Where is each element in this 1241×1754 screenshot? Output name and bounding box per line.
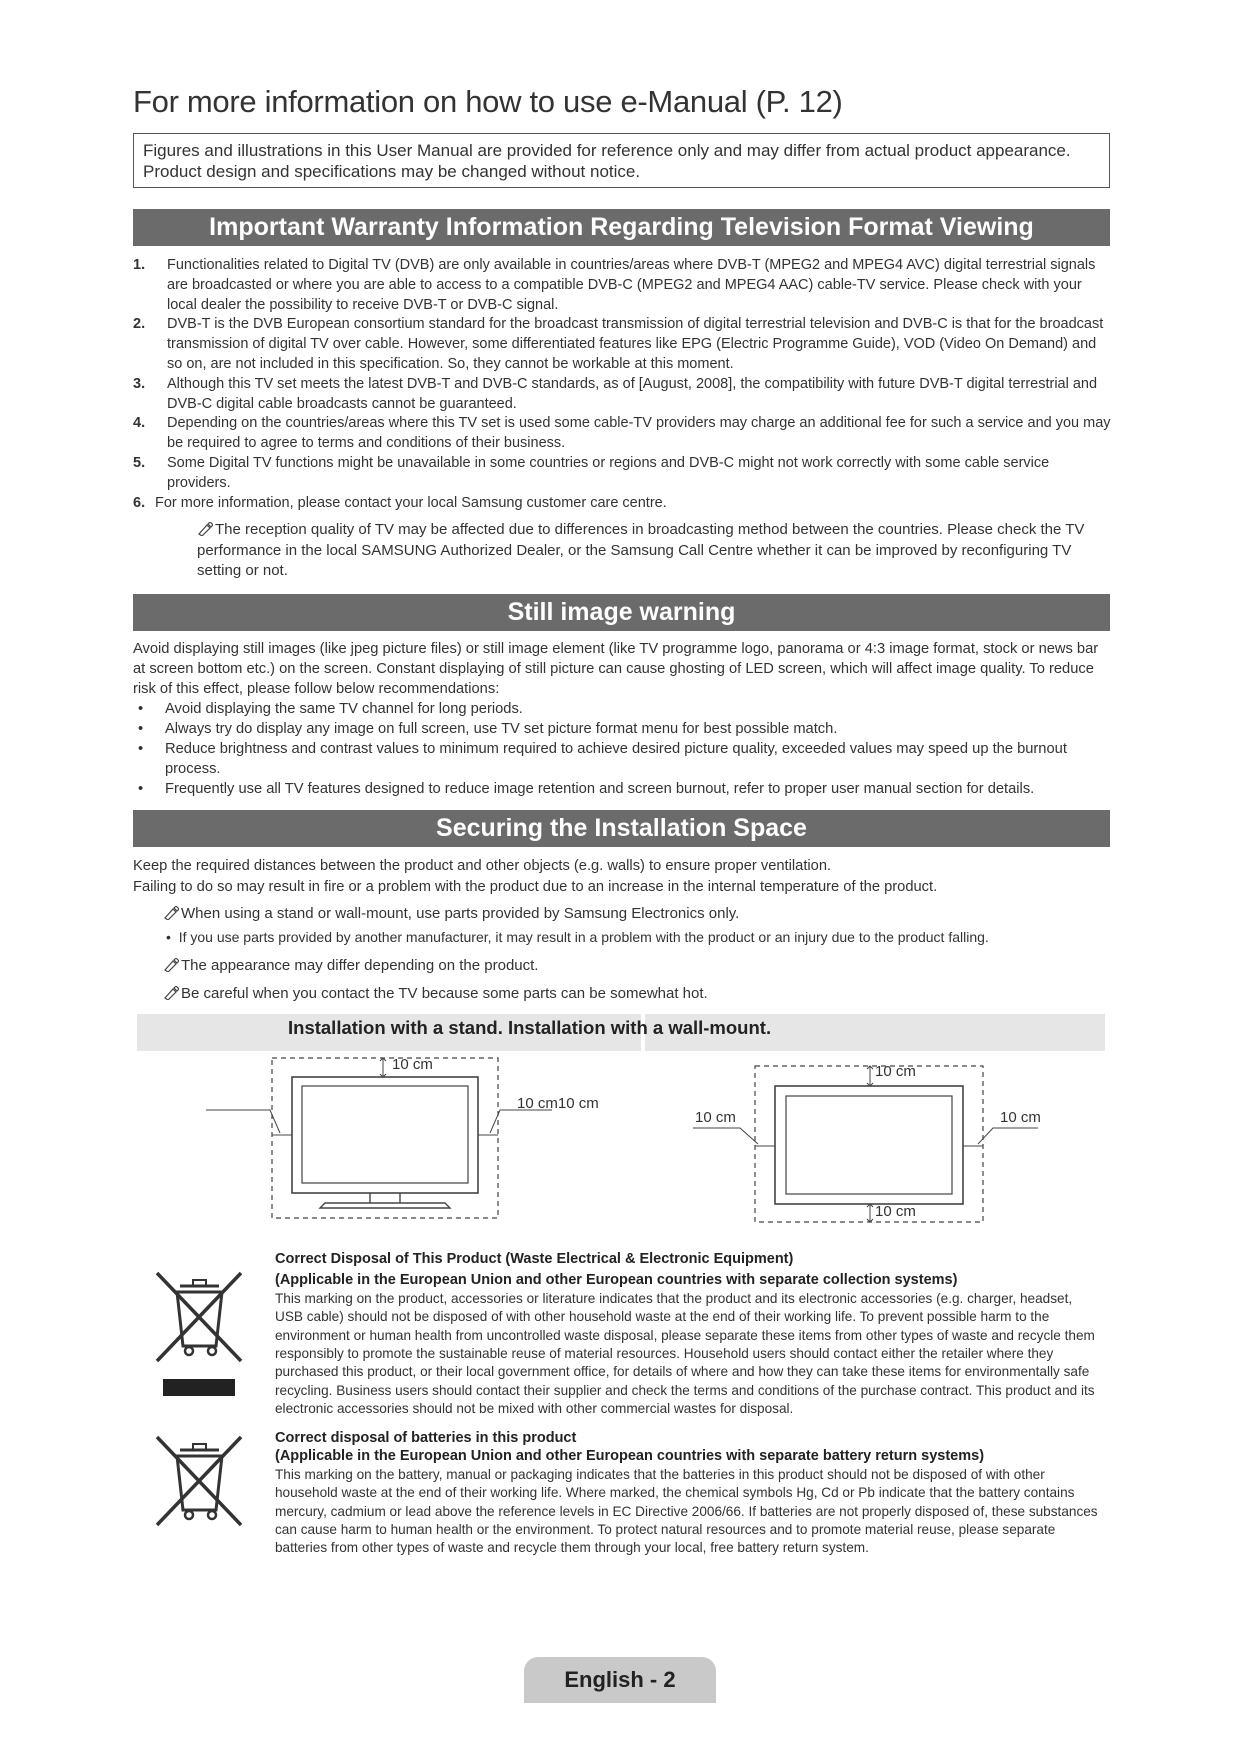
installation-header-title: Installation with a stand. Installation with a wall-mount. [288, 1017, 772, 1038]
item-text: Functionalities related to Digital TV (DVB) are only available in countries/areas where DVB-T (MPEG2 and MPEG4 AVC) digital terrestrial signals are broadcasted or where you are able to access to a compatible DVB-C (MPEG2 and MPEG4 AAC) cable-TV service. Please check with your local dealer the possibility to receive DVB-T or DVB-C signal. [167, 257, 1096, 313]
stand-side-clearance: 10 cm10 cm [517, 1095, 599, 1112]
installation-note [163, 956, 538, 976]
installation-line: Keep the required distances between the product and other objects (e.g. walls) to ensure proper ventilation. [133, 858, 832, 874]
clearance-outline [755, 1066, 983, 1222]
note-icon [163, 958, 179, 972]
still-image-bullets [133, 699, 1110, 799]
weee-crossed-bin-icon [153, 1268, 246, 1402]
bullet-icon: • [166, 929, 179, 945]
battery-subheading: (Applicable in the European Union and other European countries with separate battery return systems) [275, 1448, 985, 1465]
bullet-item [133, 779, 1110, 799]
battery-heading: Correct disposal of batteries in this product [275, 1430, 577, 1446]
bullet-item [133, 699, 1110, 719]
wall-left-clearance: 10 cm [695, 1109, 736, 1126]
list-item [133, 494, 1113, 514]
notice-line: Figures and illustrations in this User Manual are provided for reference only and may differ from actual product appearance. [143, 141, 1071, 160]
item-text: Although this TV set meets the latest DVB-T and DVB-C standards, as of [August, 2008], the compatibility with future DVB-T digital terrestrial and DVB-C digital cable broadcasts cannot be guaranteed. [167, 375, 1098, 412]
note-text: The appearance may differ depending on the product. [181, 957, 539, 974]
page-title: For more information on how to use e-Manual (P. 12) [133, 84, 843, 119]
warranty-list [133, 256, 1113, 513]
bullet-text: Frequently use all TV features designed to reduce image retention and screen burnout, refer to proper user manual section for details. [165, 781, 1035, 797]
item-text: For more information, please contact your local Samsung customer care centre. [155, 494, 667, 511]
stand-installation-diagram [200, 1055, 620, 1225]
reception-note [197, 520, 1092, 582]
bullet-text: Always try do display any image on full screen, use TV set picture format menu for best possible match. [165, 721, 838, 737]
item-text: DVB-T is the DVB European consortium standard for the broadcast transmission of digital terrestrial television and DVB-C is that for the broadcast transmission of digital TV over cable. However, some differentiated features like EPG (Electric Programme Guide), VOD (Video On Demand) and so on, are not included in this specification. So, they cannot be workable at this moment. [167, 316, 1104, 372]
item-text: Some Digital TV functions might be unavailable in some countries or regions and DVB-C might not work correctly with some cable service providers. [167, 454, 1050, 491]
note-icon [163, 986, 179, 1000]
note-text: When using a stand or wall-mount, use parts provided by Samsung Electronics only. [181, 905, 740, 922]
installation-note [163, 984, 708, 1004]
still-image-intro: Avoid displaying still images (like jpeg picture files) or still image element (like TV programme logo, panorama or 4:3 image format, stock or news bar at screen bottom etc.) on the screen. Constant displaying of still picture can cause ghosting of LED screen, which will affect image quality. To reduce risk of this effect, please follow below recommendations: [133, 641, 1099, 697]
list-item [133, 414, 1113, 454]
item-number: 2. [133, 316, 146, 333]
weee-subheading: (Applicable in the European Union and other European countries with separate collection systems) [275, 1272, 958, 1289]
battery-disposal-block [275, 1429, 1103, 1558]
list-item [133, 454, 1113, 494]
installation-sub-bullet [166, 929, 989, 945]
note-text: The reception quality of TV may be affected due to differences in broadcasting method between the countries. Please check the TV performance in the local SAMSUNG Authorized Dealer, or the Samsung Call Centre whether it can be improved by reconfiguring TV setting or not. [197, 521, 1085, 579]
item-number: 6. [133, 494, 146, 511]
installation-note [163, 904, 739, 924]
bullet-icon: • [138, 781, 144, 797]
installation-section-title: Securing the Installation Space [133, 810, 1110, 847]
bullet-icon: • [138, 721, 144, 737]
bullet-text: Reduce brightness and contrast values to minimum required to achieve desired picture quality, exceeded values may speed up the burnout process. [165, 741, 1067, 777]
note-icon [163, 906, 179, 920]
list-item [133, 256, 1113, 315]
tv-screen [786, 1096, 952, 1194]
tv-screen [302, 1086, 468, 1183]
bullet-text: Avoid displaying the same TV channel for long periods. [165, 701, 523, 717]
warranty-section-title: Important Warranty Information Regarding Television Format Viewing [133, 209, 1110, 246]
notice-box [133, 133, 1110, 188]
tv-outline [292, 1077, 478, 1193]
item-number: 4. [133, 415, 146, 432]
bullet-icon: • [138, 741, 144, 757]
wall-right-clearance: 10 cm [1000, 1109, 1041, 1126]
clearance-outline [272, 1058, 498, 1218]
wall-bottom-clearance: 10 cm [875, 1203, 916, 1220]
item-number: 5. [133, 454, 146, 471]
bullet-text: If you use parts provided by another manufacturer, it may result in a problem with the product or an injury due to the product falling. [178, 929, 989, 945]
weee-disposal-block [275, 1250, 1103, 1419]
notice-line: Product design and specifications may be changed without notice. [143, 162, 641, 181]
battery-crossed-bin-icon [153, 1432, 246, 1532]
bullet-item [133, 719, 1110, 739]
note-icon [197, 522, 213, 536]
bullet-item [133, 739, 1110, 779]
wall-top-clearance: 10 cm [875, 1063, 916, 1080]
weee-body: This marking on the product, accessories or literature indicates that the product and its electronic accessories (e.g. charger, headset, USB cable) should not be disposed of with other household waste at the end of their working life. To prevent possible harm to the environment or human health from uncontrolled waste disposal, please separate these items from other types of waste and recycle them responsibly to promote the sustainable reuse of material resources. Household users should contact either the retailer where they purchased this product, or their local government office, for details of where and how they can take these items for environmentally safe recycling. Business users should contact their supplier and check the terms and conditions of the purchase contract. This product and its electronic accessories should not be mixed with other commercial wastes for disposal. [275, 1290, 1095, 1417]
list-item [133, 315, 1113, 374]
item-number: 1. [133, 257, 146, 273]
tv-outline [775, 1086, 963, 1204]
installation-line: Failing to do so may result in fire or a problem with the product due to an increase in the internal temperature of the product. [133, 879, 938, 895]
bullet-icon: • [138, 701, 144, 717]
item-text: Depending on the countries/areas where this TV set is used some cable-TV providers may charge an additional fee for such a service and you may be required to agree to terms and conditions of their business. [167, 415, 1111, 452]
weee-bar [163, 1379, 235, 1396]
tv-stand [320, 1203, 450, 1208]
note-text: Be careful when you contact the TV because some parts can be somewhat hot. [181, 985, 708, 1002]
page-number-tab: English - 2 [524, 1657, 716, 1703]
weee-heading: Correct Disposal of This Product (Waste Electrical & Electronic Equipment) [275, 1251, 794, 1267]
stand-top-clearance: 10 cm [392, 1056, 433, 1073]
battery-body: This marking on the battery, manual or packaging indicates that the batteries in this product should not be disposed of with other household waste at the end of their working life. Where marked, the chemical symbols Hg, Cd or Pb indicate that the battery contains mercury, cadmium or lead above the reference levels in EC Directive 2006/66. If batteries are not properly disposed of, these substances can cause harm to human health or the environment. To protect natural resources and to promote material reuse, please separate batteries from other types of waste and recycle them through your local, free battery return system. [275, 1466, 1098, 1556]
list-item [133, 375, 1113, 415]
still-image-section-title: Still image warning [133, 594, 1110, 631]
item-number: 3. [133, 375, 146, 392]
